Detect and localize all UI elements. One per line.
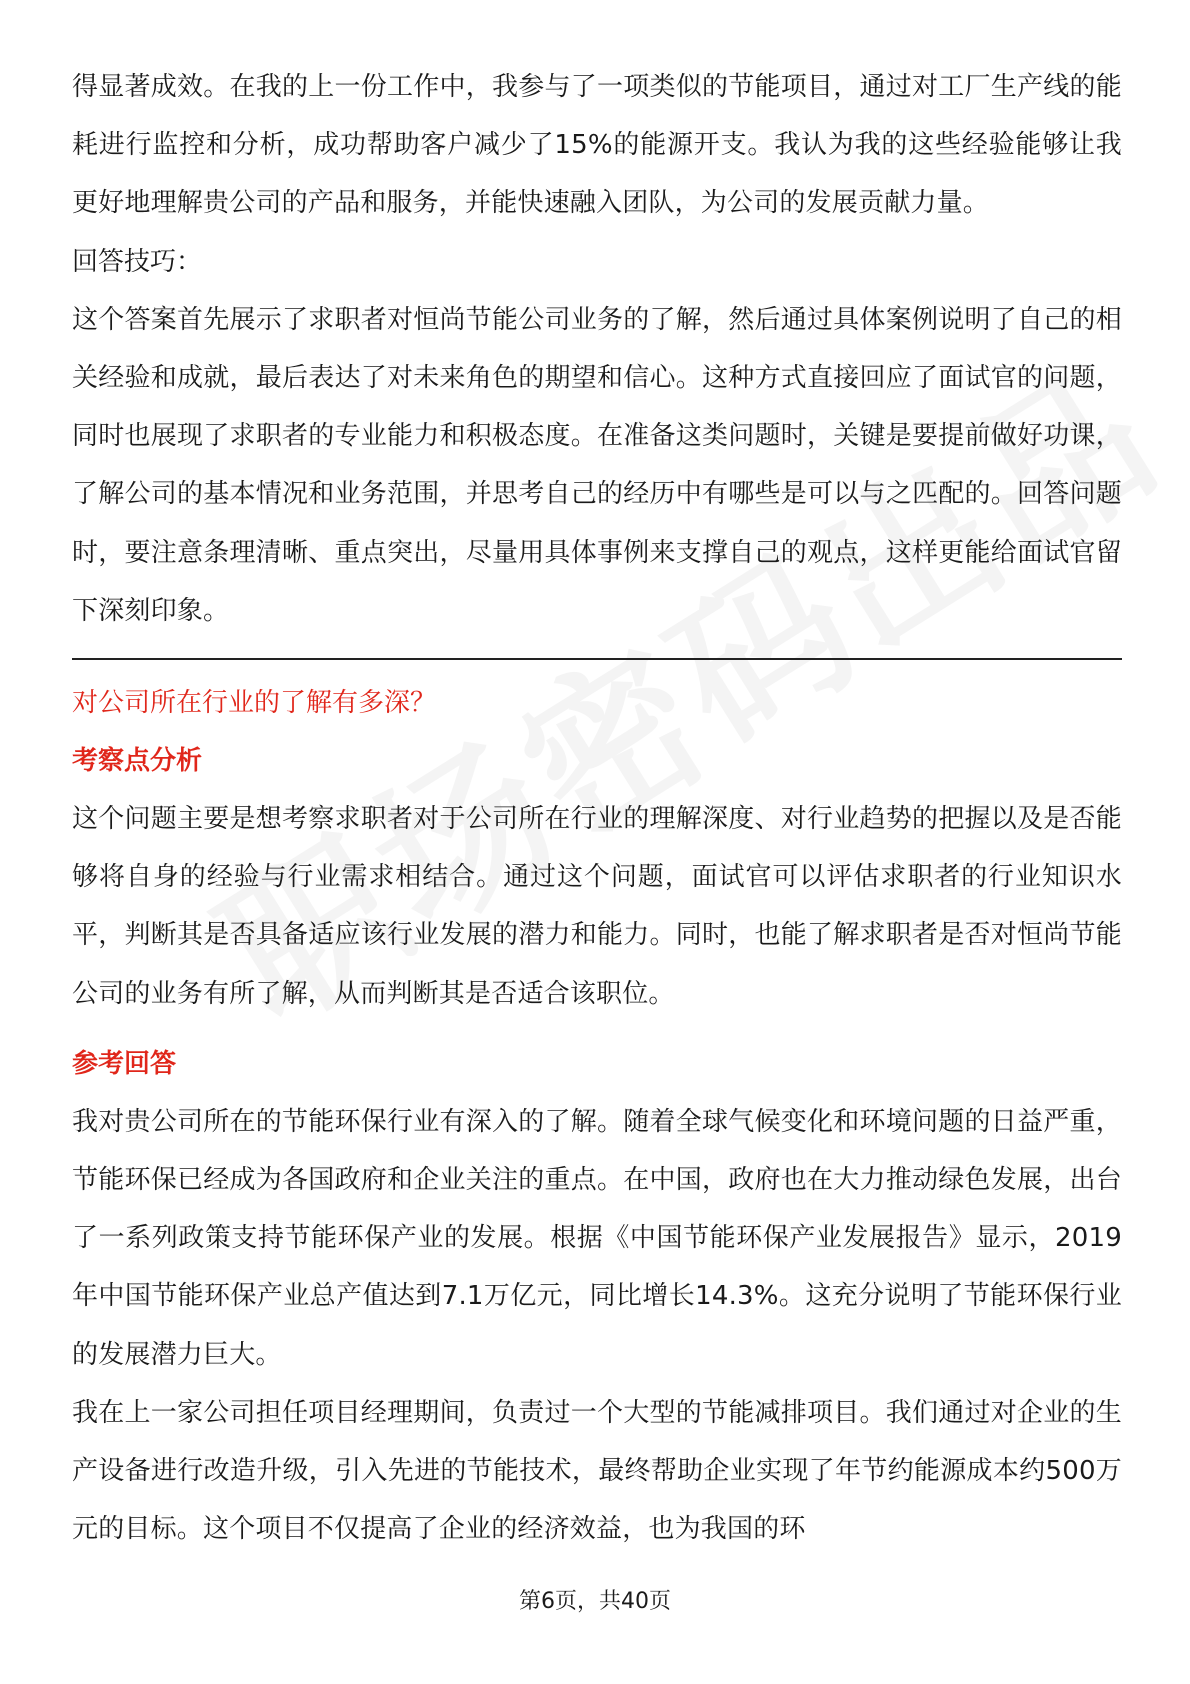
reference-paragraph-2: 我在上一家公司担任项目经理期间，负责过一个大型的节能减排项目。我们通过对企业的生产设备进行改造升级，引入先进的节能技术，最终帮助企业实现了年节约能源成本约500万元的目标。这个项目不仅提高了企业的经济效益，也为我国的环 [72, 1397, 1122, 1545]
analysis-paragraph: 这个问题主要是想考察求职者对于公司所在行业的理解深度、对行业趋势的把握以及是否能够将自身的经验与行业需求相结合。通过这个问题，面试官可以评估求职者的行业知识水平，判断其是否具备适应该行业发展的潜力和能力。同时，也能了解求职者是否对恒尚节能公司的业务有所了解，从而判断其是否适合该职位。 [72, 804, 1122, 1009]
page-indicator: 第6页，共40页 [519, 1589, 671, 1614]
question-title: 对公司所在行业的了解有多深？ [72, 688, 437, 719]
continuation-paragraph: 得显著成效。在我的上一份工作中，我参与了一项类似的节能项目，通过对工厂生产线的能耗进行监控和分析，成功帮助客户减少了15%的能源开支。我认为我的这些经验能够让我更好地理解贵公司的产品和服务，并能快速融入团队，为公司的发展贡献力量。 [72, 72, 1122, 219]
analysis-heading: 考察点分析 [72, 746, 203, 777]
tips-label: 回答技巧： [72, 246, 203, 277]
page-content [72, 58, 1122, 1558]
tips-paragraph: 这个答案首先展示了求职者对恒尚节能公司业务的了解，然后通过具体案例说明了自己的相关经验和成就，最后表达了对未来角色的期望和信心。这种方式直接回应了面试官的问题，同时也展现了求职者的专业能力和积极态度。在准备这类问题时，关键是要提前做好功课，了解公司的基本情况和业务范围，并思考自己的经历中有哪些是可以与之匹配的。回答问题时，要注意条理清晰、重点突出，尽量用具体事例来支撑自己的观点，这样更能给面试官留下深刻印象。 [72, 304, 1122, 626]
section-divider [72, 658, 1122, 660]
reference-paragraph-1: 我对贵公司所在的节能环保行业有深入的了解。随着全球气候变化和环境问题的日益严重，节能环保已经成为各国政府和企业关注的重点。在中国，政府也在大力推动绿色发展，出台了一系列政策支持节能环保产业的发展。根据《中国节能环保产业发展报告》显示，2019年中国节能环保产业总产值达到7.1万亿元，同比增长14.3%。这充分说明了节能环保行业的发展潜力巨大。 [72, 1106, 1122, 1370]
reference-heading: 参考回答 [72, 1048, 177, 1079]
